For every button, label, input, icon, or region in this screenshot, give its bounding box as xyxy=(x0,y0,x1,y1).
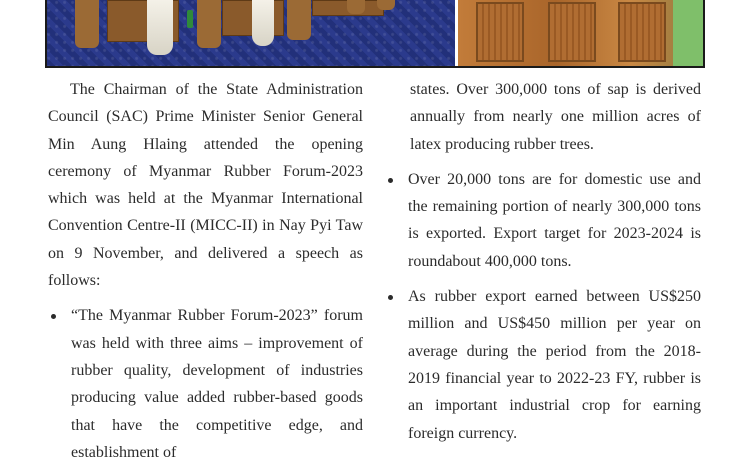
bullet-text: Over 20,000 tons are for domestic use and the remaining portion of nearly 300,000 tons is exported. Export target for 2023-2024 is roundabout 400,000 tons. xyxy=(408,170,701,270)
bullet-icon xyxy=(51,314,56,319)
bullet-icon xyxy=(388,295,393,300)
header-photo-strip xyxy=(45,0,705,68)
podium-photo xyxy=(458,0,703,66)
list-item xyxy=(385,283,701,447)
article-intro-paragraph: The Chairman of the State Administration Council (SAC) Prime Minister Senior General Min Aung Hlaing attended the opening ceremony of Myanmar Rubber Forum-2023 which was held at the Myanmar International Convention Centre-II (MICC-II) in Nay Pyi Taw on 9 November, and delivered a speech as follows: xyxy=(48,81,363,290)
bullet-text: “The Myanmar Rubber Forum-2023” forum was held with three aims – improvement of rubber quality, development of industries producing value added rubber-based goods that have the competitive edge, and establishment of xyxy=(71,307,363,461)
left-bullet-list xyxy=(48,302,363,466)
forum-hall-photo xyxy=(47,0,455,66)
article-right-column xyxy=(385,76,701,447)
list-item xyxy=(385,166,701,275)
bullet-text: As rubber export earned between US$250 million and US$450 million per year on average during the period from the 2018-2019 financial year to 2022-23 FY, rubber is an important industrial crop for earning foreign currency. xyxy=(408,288,701,442)
bullet-icon xyxy=(388,178,393,183)
continuation-paragraph: states. Over 300,000 tons of sap is derived annually from nearly one million acres of latex producing rubber trees. xyxy=(410,81,701,153)
list-item xyxy=(48,302,363,466)
right-bullet-list xyxy=(385,166,701,447)
article-left-column xyxy=(48,76,363,466)
